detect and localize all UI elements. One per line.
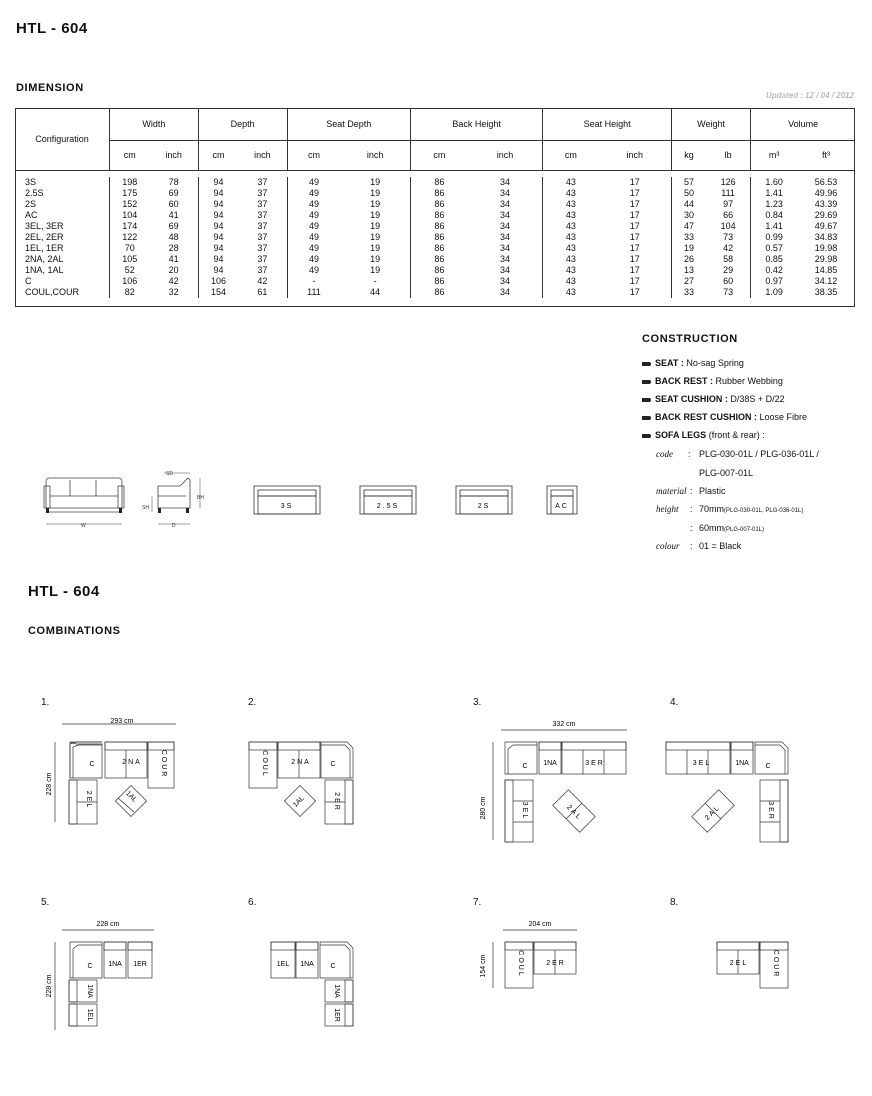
value-cell: 44 — [683, 198, 694, 209]
value-cell: 42 — [706, 243, 751, 254]
value-cell: 0.42 — [765, 264, 783, 275]
table-row — [15, 243, 855, 254]
combination-5-plan — [40, 912, 160, 1037]
value-cell: 17 — [598, 232, 671, 243]
group-header: Width — [110, 108, 199, 140]
unit-header: lb — [706, 140, 751, 170]
value-cell: 17 — [598, 221, 671, 232]
combination-number: 3. — [473, 697, 482, 708]
module-1na-label: 1NA — [86, 984, 93, 998]
module-plans — [250, 482, 590, 518]
bullet-icon — [642, 416, 651, 420]
code-value: PLG-030-01L / PLG-036-01L / — [699, 449, 819, 459]
seat-depth-label: SD — [166, 471, 173, 477]
value-cell: 86 — [434, 220, 445, 231]
value-cell: 60 — [149, 199, 198, 210]
value-cell: 32 — [149, 287, 198, 298]
value-cell: 37 — [238, 199, 287, 210]
value-cell: 43 — [565, 220, 576, 231]
value-cell: 34 — [468, 276, 543, 287]
value-cell: 1.23 — [765, 198, 783, 209]
value-cell: 41 — [149, 254, 198, 265]
combination-number: 8. — [670, 897, 679, 908]
sofa-dimension-drawing — [40, 466, 210, 534]
value-cell: 126 — [706, 177, 751, 188]
table-row — [15, 177, 855, 188]
dimension-heading: DIMENSION — [16, 82, 84, 94]
value-cell: 43 — [565, 286, 576, 297]
module-2na-label: 2NA — [122, 759, 142, 766]
combination-3-plan — [475, 712, 635, 847]
value-cell: 13 — [683, 264, 694, 275]
height-value: 70mm(PLG-030-01L, PLG-036-01L) — [699, 504, 804, 514]
value-cell: 49 — [308, 231, 319, 242]
value-cell: 34 — [468, 210, 543, 221]
value-cell: 29 — [706, 265, 751, 276]
config-cell: AC — [15, 210, 110, 221]
value-cell: 86 — [434, 242, 445, 253]
value-cell: 29.98 — [814, 253, 838, 264]
value-cell: 94 — [213, 220, 224, 231]
value-cell: 43 — [565, 242, 576, 253]
table-row — [15, 210, 855, 221]
depth-dimension: 228 cm — [46, 974, 53, 998]
value-cell: 0.99 — [765, 231, 783, 242]
unit-header: inch — [149, 140, 198, 170]
value-cell: 1.41 — [765, 187, 783, 198]
unit-header: cm — [564, 150, 577, 160]
combination-1-plan — [40, 712, 190, 837]
value-cell: 47 — [683, 220, 694, 231]
value-cell: 19 — [340, 265, 410, 276]
value-cell: 174 — [122, 220, 138, 231]
value-cell: 37 — [238, 243, 287, 254]
value-cell: 43 — [565, 275, 576, 286]
value-cell: 106 — [210, 275, 226, 286]
group-header: Seat Depth — [287, 108, 410, 140]
combination-6-plan — [265, 912, 375, 1037]
module-2er-label: 2ER — [546, 960, 566, 967]
module-3er-label: 3ER — [767, 801, 774, 821]
combinations-heading: COMBINATIONS — [28, 625, 121, 637]
value-cell: 17 — [598, 287, 671, 298]
construction-legs: SOFA LEGS (front & rear) : — [642, 430, 765, 440]
value-cell: 1.41 — [765, 220, 783, 231]
module-3el-label: 3EL — [692, 760, 712, 767]
value-cell: 49 — [308, 220, 319, 231]
group-header: Volume — [751, 108, 855, 140]
config-header: Configuration — [15, 108, 110, 170]
value-cell: 49 — [308, 187, 319, 198]
value-cell: 49.96 — [814, 187, 838, 198]
value-cell: 34 — [468, 265, 543, 276]
config-cell: 1EL, 1ER — [15, 243, 110, 254]
module-1al-label: 1AL — [292, 795, 306, 809]
value-cell: 58 — [706, 254, 751, 265]
module-1el-label: 1EL — [86, 1008, 93, 1022]
value-cell: 30 — [683, 209, 694, 220]
module-label: AC — [555, 503, 569, 510]
module-2er-label: 2ER — [333, 792, 340, 812]
value-cell: 104 — [706, 221, 751, 232]
value-cell: 70 — [124, 242, 135, 253]
value-cell: - — [312, 275, 316, 286]
value-cell: 198 — [122, 176, 138, 187]
value-cell: 43 — [565, 187, 576, 198]
module-2al-label: 2AL — [703, 803, 722, 822]
width-dimension: 228 cm — [96, 921, 120, 928]
value-cell: 34 — [468, 188, 543, 199]
value-cell: 34 — [468, 232, 543, 243]
value-cell: 1.60 — [765, 176, 783, 187]
width-label: W — [81, 523, 86, 529]
value-cell: 33 — [683, 231, 694, 242]
value-cell: 49 — [308, 209, 319, 220]
back-height-label: BH — [197, 495, 204, 501]
value-cell: 49 — [308, 242, 319, 253]
value-cell: 49 — [308, 264, 319, 275]
value-cell: 34.12 — [814, 275, 838, 286]
value-cell: 19 — [340, 199, 410, 210]
value-cell: 86 — [434, 264, 445, 275]
module-cour-label: COUR — [160, 749, 167, 779]
module-2el-label: 2EL — [85, 790, 92, 810]
value-cell: 50 — [683, 187, 694, 198]
value-cell: 61 — [238, 287, 287, 298]
value-cell: 86 — [434, 286, 445, 297]
depth-dimension: 228 cm — [46, 772, 53, 796]
unit-header: inch — [598, 140, 671, 170]
value-cell: 86 — [434, 209, 445, 220]
unit-header: cm — [433, 150, 446, 160]
value-cell: 34 — [468, 199, 543, 210]
value-cell: 19 — [340, 254, 410, 265]
value-cell: 20 — [149, 265, 198, 276]
combination-number: 6. — [248, 897, 257, 908]
module-label: 2.5S — [376, 503, 400, 510]
module-c-label: C — [765, 763, 771, 770]
module-2el-label: 2EL — [729, 960, 749, 967]
table-row — [15, 188, 855, 199]
value-cell: 52 — [124, 264, 135, 275]
value-cell: 86 — [434, 176, 445, 187]
combination-number: 7. — [473, 897, 482, 908]
table-row — [15, 265, 855, 276]
value-cell: 19 — [683, 242, 694, 253]
group-header: Depth — [198, 108, 287, 140]
value-cell: 43 — [565, 264, 576, 275]
unit-header: inch — [238, 140, 287, 170]
table-row — [15, 276, 855, 287]
module-1na-label: 1NA — [735, 760, 749, 767]
material-value: Plastic — [699, 486, 726, 496]
value-cell: 57 — [683, 176, 694, 187]
unit-header: m³ — [768, 150, 780, 160]
value-cell: 152 — [122, 198, 138, 209]
value-cell: 26 — [683, 253, 694, 264]
value-cell: 34 — [468, 287, 543, 298]
value-cell: 1.09 — [765, 286, 783, 297]
module-1er-label: 1ER — [333, 1008, 340, 1022]
value-cell: 106 — [122, 275, 138, 286]
table-row — [15, 287, 855, 298]
value-cell: 69 — [149, 221, 198, 232]
module-label: 3S — [280, 503, 294, 510]
value-cell: 37 — [238, 265, 287, 276]
page-title: HTL - 604 — [16, 20, 88, 37]
unit-header: inch — [340, 140, 410, 170]
module-1na-label: 1NA — [108, 961, 122, 968]
value-cell: 17 — [598, 188, 671, 199]
module-c-label: C — [522, 763, 528, 770]
colour-value: 01 = Black — [699, 541, 742, 551]
value-cell: 19 — [340, 177, 410, 188]
module-2al-label: 2AL — [565, 803, 584, 822]
value-cell: 17 — [598, 254, 671, 265]
construction-backrest: BACK REST : Rubber Webbing — [642, 376, 783, 386]
value-cell: 43 — [565, 253, 576, 264]
width-dimension: 332 cm — [552, 721, 576, 728]
module-3er-label: 3ER — [585, 760, 605, 767]
module-c-label: C — [330, 963, 336, 970]
unit-header: inch — [468, 140, 543, 170]
depth-dimension: 280 cm — [480, 796, 487, 820]
combination-8-plan — [705, 912, 805, 997]
module-c-label: C — [89, 761, 95, 768]
value-cell: 37 — [238, 188, 287, 199]
module-1na-label: 1NA — [543, 760, 557, 767]
config-cell: 2NA, 2AL — [15, 254, 110, 265]
value-cell: 37 — [238, 177, 287, 188]
value-cell: - — [340, 276, 410, 287]
construction-seat-cushion: SEAT CUSHION : D/38S + D/22 — [642, 394, 785, 404]
bullet-icon — [642, 362, 651, 366]
value-cell: 42 — [149, 276, 198, 287]
value-cell: 19.98 — [814, 242, 838, 253]
depth-dimension: 154 cm — [480, 954, 487, 978]
value-cell: 34 — [468, 254, 543, 265]
group-header: Seat Height — [543, 108, 672, 140]
height-value: 60mm(PLG-007-01L) — [699, 523, 765, 533]
height-label: height — [656, 504, 679, 514]
module-label: 2S — [477, 503, 491, 510]
value-cell: 60 — [706, 276, 751, 287]
config-cell: COUL,COUR — [15, 287, 110, 298]
value-cell: 41 — [149, 210, 198, 221]
table-row — [15, 232, 855, 243]
value-cell: 43 — [565, 231, 576, 242]
value-cell: 66 — [706, 210, 751, 221]
value-cell: 105 — [122, 253, 138, 264]
seat-height-label: SH — [142, 505, 149, 511]
value-cell: 34.83 — [814, 231, 838, 242]
colour-label: colour — [656, 541, 680, 551]
value-cell: 19 — [340, 232, 410, 243]
value-cell: 34 — [468, 177, 543, 188]
module-coul-label: COUL — [517, 950, 524, 978]
value-cell: 73 — [706, 287, 751, 298]
value-cell: 42 — [238, 276, 287, 287]
config-cell: 2S — [15, 199, 110, 210]
value-cell: 94 — [213, 209, 224, 220]
module-1na-label: 1NA — [300, 961, 314, 968]
module-1al-label: 1AL — [124, 790, 138, 804]
combination-4-plan — [660, 712, 800, 847]
config-cell: 3S — [15, 177, 110, 188]
module-1na-label: 1NA — [333, 984, 340, 998]
width-dimension: 204 cm — [528, 921, 552, 928]
group-header: Back Height — [410, 108, 542, 140]
value-cell: 111 — [307, 286, 321, 297]
value-cell: 37 — [238, 221, 287, 232]
value-cell: 86 — [434, 231, 445, 242]
combination-7-plan — [475, 912, 595, 997]
unit-header: cm — [123, 150, 136, 160]
value-cell: 43 — [565, 198, 576, 209]
value-cell: 19 — [340, 221, 410, 232]
value-cell: 86 — [434, 187, 445, 198]
value-cell: 17 — [598, 243, 671, 254]
value-cell: 49 — [308, 253, 319, 264]
value-cell: 28 — [149, 243, 198, 254]
value-cell: 17 — [598, 265, 671, 276]
value-cell: 19 — [340, 188, 410, 199]
value-cell: 34 — [468, 221, 543, 232]
table-row — [15, 254, 855, 265]
combination-number: 4. — [670, 697, 679, 708]
width-dimension: 293 cm — [110, 718, 134, 725]
value-cell: 43.39 — [814, 198, 838, 209]
value-cell: 97 — [706, 199, 751, 210]
section-title: HTL - 604 — [28, 583, 100, 600]
code-value: PLG-007-01L — [699, 468, 754, 478]
code-label: code — [656, 449, 673, 459]
bullet-icon — [642, 398, 651, 402]
value-cell: 17 — [598, 210, 671, 221]
value-cell: 17 — [598, 199, 671, 210]
bullet-icon — [642, 434, 651, 438]
value-cell: 0.84 — [765, 209, 783, 220]
value-cell: 17 — [598, 177, 671, 188]
module-2na-label: 2NA — [291, 759, 311, 766]
combination-2-plan — [245, 712, 365, 837]
value-cell: 82 — [124, 286, 135, 297]
table-row — [15, 199, 855, 210]
module-c-label: C — [330, 761, 336, 768]
config-cell: 1NA, 1AL — [15, 265, 110, 276]
value-cell: 49 — [308, 176, 319, 187]
unit-header: cm — [212, 150, 225, 160]
value-cell: 33 — [683, 286, 694, 297]
value-cell: 94 — [213, 231, 224, 242]
construction-seat: SEAT : No-sag Spring — [642, 358, 744, 368]
value-cell: 49 — [308, 198, 319, 209]
value-cell: 94 — [213, 264, 224, 275]
config-cell: C — [15, 276, 110, 287]
value-cell: 104 — [122, 209, 138, 220]
value-cell: 154 — [210, 286, 226, 297]
value-cell: 19 — [340, 210, 410, 221]
value-cell: 38.35 — [814, 286, 838, 297]
value-cell: 37 — [238, 210, 287, 221]
value-cell: 29.69 — [814, 209, 838, 220]
value-cell: 56.53 — [814, 176, 838, 187]
value-cell: 48 — [149, 232, 198, 243]
value-cell: 78 — [149, 177, 198, 188]
combination-number: 1. — [41, 697, 50, 708]
unit-header: kg — [684, 150, 694, 160]
group-header: Weight — [671, 108, 750, 140]
value-cell: 49.67 — [814, 220, 838, 231]
value-cell: 19 — [340, 243, 410, 254]
construction-back-cushion: BACK REST CUSHION : Loose Fibre — [642, 412, 807, 422]
value-cell: 37 — [238, 232, 287, 243]
combination-number: 5. — [41, 897, 50, 908]
dimension-table — [15, 108, 855, 303]
config-cell: 2.5S — [15, 188, 110, 199]
value-cell: 175 — [122, 187, 138, 198]
value-cell: 86 — [434, 198, 445, 209]
module-3el-label: 3EL — [521, 801, 528, 821]
unit-header: ft³ — [822, 150, 831, 160]
value-cell: 43 — [565, 209, 576, 220]
value-cell: 86 — [434, 253, 445, 264]
value-cell: 0.85 — [765, 253, 783, 264]
value-cell: 0.97 — [765, 275, 783, 286]
config-cell: 2EL, 2ER — [15, 232, 110, 243]
unit-header: cm — [307, 150, 320, 160]
config-cell: 3EL, 3ER — [15, 221, 110, 232]
value-cell: 17 — [598, 276, 671, 287]
updated-date: Updated : 12 / 04 / 2012 — [766, 91, 855, 100]
value-cell: 111 — [706, 188, 751, 199]
value-cell: 94 — [213, 253, 224, 264]
construction-heading: CONSTRUCTION — [642, 333, 738, 345]
value-cell: 34 — [468, 243, 543, 254]
depth-label: D — [172, 523, 176, 529]
module-coul-label: COUL — [261, 750, 268, 778]
module-cour-label: COUR — [772, 949, 779, 979]
value-cell: 86 — [434, 275, 445, 286]
value-cell: 122 — [122, 231, 138, 242]
value-cell: 94 — [213, 187, 224, 198]
value-cell: 44 — [340, 287, 410, 298]
value-cell: 43 — [565, 176, 576, 187]
table-row — [15, 221, 855, 232]
value-cell: 94 — [213, 176, 224, 187]
bullet-icon — [642, 380, 651, 384]
value-cell: 94 — [213, 242, 224, 253]
value-cell: 14.85 — [814, 264, 838, 275]
value-cell: 94 — [213, 198, 224, 209]
module-c-label: C — [87, 963, 93, 970]
material-label: material — [656, 486, 687, 496]
value-cell: 37 — [238, 254, 287, 265]
module-1el-label: 1EL — [276, 961, 290, 968]
value-cell: 73 — [706, 232, 751, 243]
module-1er-label: 1ER — [133, 961, 147, 968]
value-cell: 27 — [683, 275, 694, 286]
value-cell: 0.57 — [765, 242, 783, 253]
value-cell: 69 — [149, 188, 198, 199]
combination-number: 2. — [248, 697, 257, 708]
